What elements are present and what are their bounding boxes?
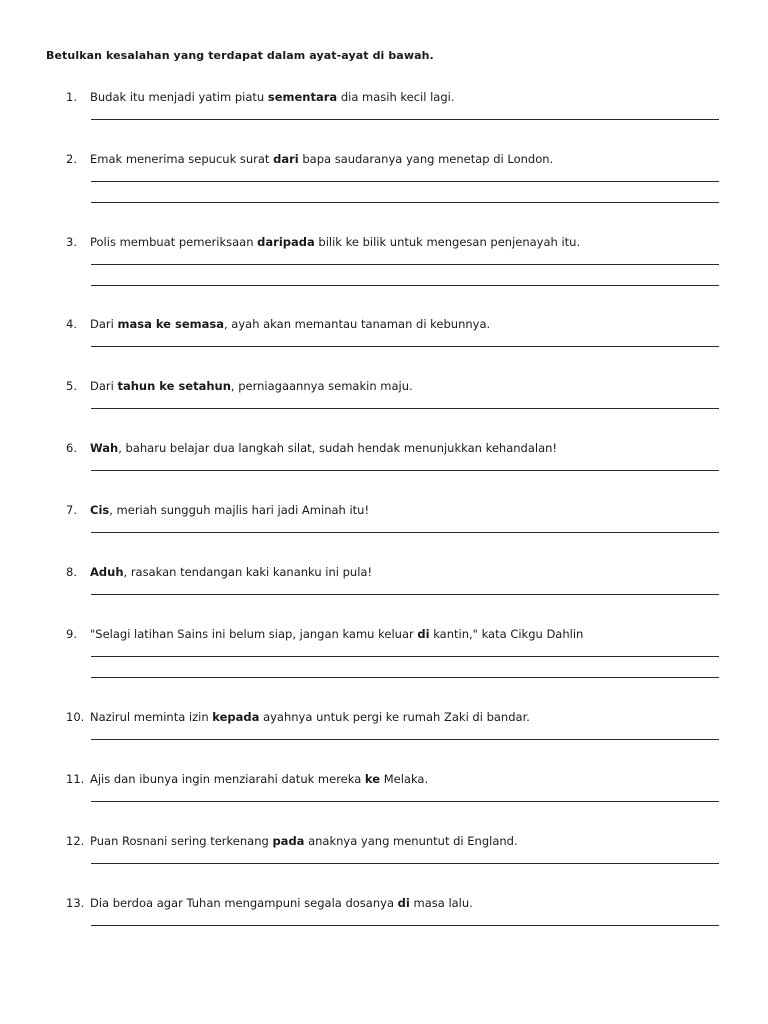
question-number: 3. — [66, 235, 77, 249]
highlighted-error-word: Aduh — [90, 565, 124, 579]
question-text — [90, 317, 490, 331]
question-number: 5. — [66, 379, 77, 393]
answer-line-2[interactable] — [91, 202, 719, 203]
question-text-after: , meriah sungguh majlis hari jadi Aminah itu! — [109, 503, 370, 517]
answer-line-1[interactable] — [91, 863, 719, 864]
question-text — [90, 710, 530, 724]
question-text — [90, 772, 428, 786]
question-text-after: bilik ke bilik untuk mengesan penjenayah itu. — [314, 235, 581, 249]
question-number: 13. — [66, 896, 85, 910]
question-text — [90, 834, 518, 848]
answer-line-2[interactable] — [91, 285, 719, 286]
question-number: 11. — [66, 772, 85, 786]
highlighted-error-word: kepada — [212, 710, 260, 724]
answer-line-1[interactable] — [91, 408, 719, 409]
answer-line-1[interactable] — [91, 264, 719, 265]
question-text-before: Puan Rosnani sering terkenang — [90, 834, 273, 848]
highlighted-error-word: sementara — [267, 90, 338, 104]
highlighted-error-word: daripada — [257, 235, 315, 249]
highlighted-error-word: ke — [364, 772, 381, 786]
question-text-before: Polis membuat pemeriksaan — [90, 235, 258, 249]
answer-line-1[interactable] — [91, 532, 719, 533]
question-text-after: ayahnya untuk pergi ke rumah Zaki di bandar. — [259, 710, 530, 724]
question-text-before: Dari — [90, 317, 118, 331]
question-text-after: masa lalu. — [409, 896, 473, 910]
question-text — [90, 503, 369, 517]
question-text-before: Nazirul meminta izin — [90, 710, 213, 724]
highlighted-error-word: di — [397, 896, 410, 910]
answer-line-1[interactable] — [91, 594, 719, 595]
question-text-before: Dia berdoa agar Tuhan mengampuni segala dosanya — [90, 896, 398, 910]
question-number: 7. — [66, 503, 77, 517]
question-text-before: Budak itu menjadi yatim piatu — [90, 90, 268, 104]
question-text — [90, 90, 455, 104]
answer-line-1[interactable] — [91, 119, 719, 120]
answer-line-1[interactable] — [91, 801, 719, 802]
highlighted-error-word: dari — [273, 152, 299, 166]
question-number: 6. — [66, 441, 77, 455]
question-text — [90, 379, 413, 393]
question-text — [90, 235, 580, 249]
question-number: 8. — [66, 565, 77, 579]
question-text — [90, 896, 473, 910]
answer-line-2[interactable] — [91, 677, 719, 678]
question-text-after: , baharu belajar dua langkah silat, sudah hendak menunjukkan kehandalan! — [118, 441, 558, 455]
question-text — [90, 441, 557, 455]
question-number: 1. — [66, 90, 77, 104]
question-number: 2. — [66, 152, 77, 166]
question-text-after: bapa saudaranya yang menetap di London. — [298, 152, 554, 166]
question-number: 12. — [66, 834, 85, 848]
highlighted-error-word: masa ke semasa — [117, 317, 224, 331]
answer-line-1[interactable] — [91, 925, 719, 926]
answer-line-1[interactable] — [91, 470, 719, 471]
instruction-heading: Betulkan kesalahan yang terdapat dalam ayat-ayat di bawah. — [46, 49, 434, 62]
question-text — [90, 152, 553, 166]
answer-line-1[interactable] — [91, 346, 719, 347]
question-number: 10. — [66, 710, 85, 724]
highlighted-error-word: di — [417, 627, 430, 641]
question-text-after: , rasakan tendangan kaki kananku ini pula! — [123, 565, 373, 579]
question-text — [90, 627, 583, 641]
question-text-after: dia masih kecil lagi. — [337, 90, 455, 104]
answer-line-1[interactable] — [91, 181, 719, 182]
question-number: 9. — [66, 627, 77, 641]
question-text-before: Emak menerima sepucuk surat — [90, 152, 274, 166]
question-text — [90, 565, 372, 579]
question-text-before: Dari — [90, 379, 118, 393]
answer-line-1[interactable] — [91, 739, 719, 740]
question-text-before: "Selagi latihan Sains ini belum siap, jangan kamu keluar — [90, 627, 418, 641]
highlighted-error-word: Cis — [90, 503, 110, 517]
highlighted-error-word: Wah — [90, 441, 119, 455]
answer-line-1[interactable] — [91, 656, 719, 657]
question-number: 4. — [66, 317, 77, 331]
highlighted-error-word: tahun ke setahun — [117, 379, 231, 393]
question-text-after: kantin," kata Cikgu Dahlin — [429, 627, 584, 641]
question-text-after: , perniagaannya semakin maju. — [230, 379, 413, 393]
question-text-after: Melaka. — [380, 772, 429, 786]
question-text-after: , ayah akan memantau tanaman di kebunnya. — [223, 317, 491, 331]
question-text-before: Ajis dan ibunya ingin menziarahi datuk mereka — [90, 772, 365, 786]
question-text-after: anaknya yang menuntut di England. — [304, 834, 518, 848]
highlighted-error-word: pada — [272, 834, 305, 848]
